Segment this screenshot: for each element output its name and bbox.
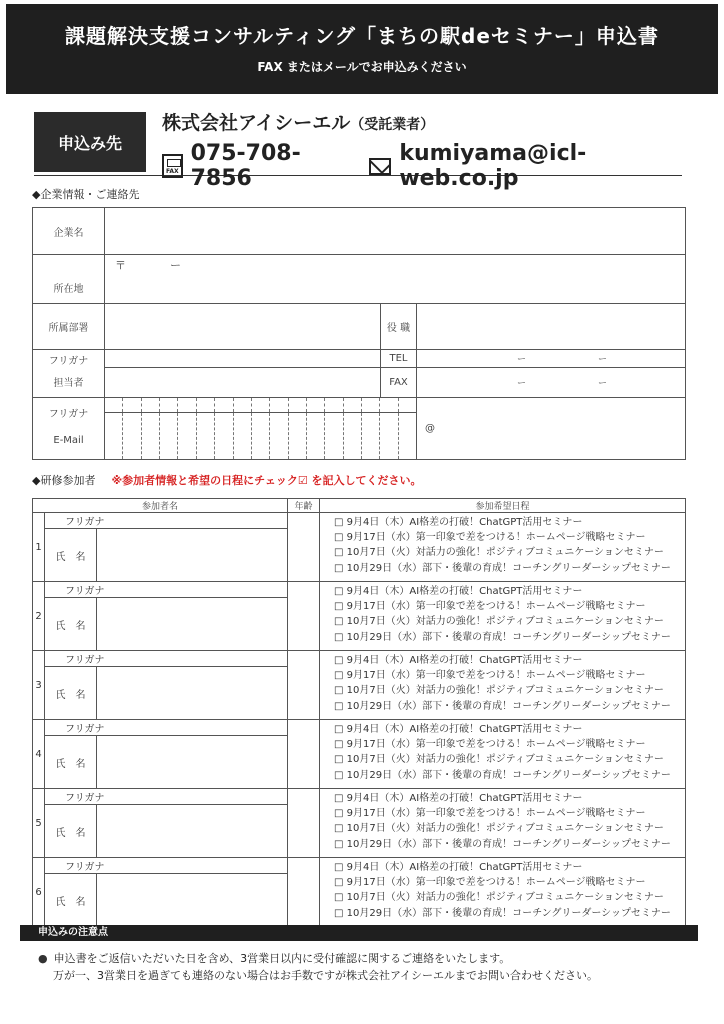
seminar-checkbox-option[interactable]: □ 9月17日（水）第一印象で差をつける！ホームページ戦略セミナー (334, 670, 646, 682)
department-field[interactable] (105, 304, 381, 349)
contact-person-label: フリガナ 担当者 (33, 349, 105, 397)
contact-row (162, 141, 682, 191)
participant-row (33, 513, 686, 529)
participant-age-field[interactable] (288, 720, 320, 789)
email-furigana-field[interactable] (105, 397, 417, 412)
mail-icon (369, 158, 391, 175)
participant-row (33, 858, 686, 874)
participant-seminar-options (320, 582, 686, 651)
seminar-checkbox-option[interactable]: □ 9月17日（水）第一印象で差をつける！ホームページ戦略セミナー (334, 808, 646, 820)
participant-name-label: 氏 名 (45, 874, 97, 927)
email-label: フリガナ E-Mail (33, 397, 105, 459)
notes-line-1: ● 申込書をご返信いただいた日を含め、3営業日以内に受付確認に関するご連絡をいたします。 (38, 952, 511, 965)
participant-row (33, 720, 686, 736)
seminar-checkbox-option[interactable]: □ 9月17日（水）第一印象で差をつける！ホームページ戦略セミナー (334, 532, 646, 544)
participant-furigana-field[interactable]: フリガナ (45, 720, 288, 736)
email-domain-field[interactable] (417, 397, 686, 459)
apply-to-label: 申込み先 (34, 112, 146, 172)
participant-age-field[interactable] (288, 513, 320, 582)
participant-number: 3 (33, 651, 45, 720)
company-name: 株式会社アイシーエル（受託業者） (162, 112, 435, 134)
seminar-checkbox-option[interactable]: □ 9月17日（水）第一印象で差をつける！ホームページ戦略セミナー (334, 739, 646, 751)
seminar-checkbox-option[interactable]: □ 9月4日（木）AI格差の打破！ChatGPT活用セミナー (334, 517, 583, 528)
seminar-checkbox-option[interactable]: □ 9月4日（木）AI格差の打破！ChatGPT活用セミナー (334, 793, 583, 804)
page-subtitle: FAX またはメールでお申込みください (257, 60, 467, 74)
address-label: 所在地 (33, 255, 105, 304)
seminar-checkbox-option[interactable]: □ 10月29日（水）部下・後輩の育成！コーチングリーダーシップセミナー (334, 907, 671, 919)
apply-to-section (34, 108, 682, 191)
seminar-checkbox-option[interactable]: □ 10月7日（火）対話力の強化！ポジティブコミュニケーションセミナー (334, 823, 664, 835)
company-note: （受託業者） (350, 117, 435, 133)
participant-age-field[interactable] (288, 789, 320, 858)
participant-row (33, 651, 686, 667)
seminar-checkbox-option[interactable]: □ 10月29日（水）部下・後輩の育成！コーチングリーダーシップセミナー (334, 562, 671, 574)
position-field[interactable] (417, 304, 686, 349)
participant-age-field[interactable] (288, 582, 320, 651)
tel-field[interactable]: ー ー (417, 349, 686, 367)
seminar-checkbox-option[interactable]: □ 9月17日（水）第一印象で差をつける！ホームページ戦略セミナー (334, 877, 646, 889)
participant-furigana-field[interactable]: フリガナ (45, 513, 288, 529)
participant-age-field[interactable] (288, 651, 320, 720)
participants-note: ※参加者情報と希望の日程にチェック☑ を記入してください。 (111, 474, 422, 487)
seminar-checkbox-option[interactable]: □ 9月17日（水）第一印象で差をつける！ホームページ戦略セミナー (334, 601, 646, 613)
participant-name-field[interactable] (97, 667, 288, 720)
participant-row (33, 582, 686, 598)
participant-seminar-options (320, 720, 686, 789)
company-info-table (32, 207, 686, 460)
seminar-checkbox-option[interactable]: □ 9月4日（木）AI格差の打破！ChatGPT活用セミナー (334, 655, 583, 666)
participant-number: 1 (33, 513, 45, 582)
participant-row (33, 789, 686, 805)
seminar-checkbox-option[interactable]: □ 10月7日（火）対話力の強化！ポジティブコミュニケーションセミナー (334, 892, 664, 904)
seminar-checkbox-option[interactable]: □ 10月7日（火）対話力の強化！ポジティブコミュニケーションセミナー (334, 547, 664, 559)
fax-label: FAX (381, 367, 417, 397)
page-header (6, 4, 718, 94)
participant-name-label: 氏 名 (45, 667, 97, 720)
participant-furigana-field[interactable]: フリガナ (45, 789, 288, 805)
participant-name-label: 氏 名 (45, 805, 97, 858)
address-field[interactable]: 〒 ー (105, 255, 686, 304)
participant-name-field[interactable] (97, 874, 288, 927)
participant-number: 6 (33, 858, 45, 927)
col-participant-name: 参加者名 (33, 499, 288, 513)
email-field[interactable] (105, 412, 417, 459)
seminar-checkbox-option[interactable]: □ 10月7日（火）対話力の強化！ポジティブコミュニケーションセミナー (334, 616, 664, 628)
participant-number: 2 (33, 582, 45, 651)
seminar-checkbox-option[interactable]: □ 9月4日（木）AI格差の打破！ChatGPT活用セミナー (334, 862, 583, 873)
company-section-heading: ◆企業情報・ご連絡先 (32, 188, 140, 201)
participant-name-field[interactable] (97, 598, 288, 651)
position-label: 役 職 (381, 304, 417, 349)
notes-heading: 申込みの注意点 (20, 925, 698, 941)
seminar-checkbox-option[interactable]: □ 10月29日（水）部下・後輩の育成！コーチングリーダーシップセミナー (334, 769, 671, 781)
at-sign: @ (425, 422, 435, 434)
contact-furigana-field[interactable] (105, 349, 381, 367)
participant-seminar-options (320, 513, 686, 582)
participants-heading: ◆研修参加者 (32, 474, 96, 487)
postal-mark: 〒 (115, 259, 126, 273)
participants-heading-row (32, 472, 422, 488)
tel-label: TEL (381, 349, 417, 367)
fax-icon: FAX (162, 154, 183, 178)
participant-name-label: 氏 名 (45, 736, 97, 789)
fax-field[interactable]: ー ー (417, 367, 686, 397)
participant-furigana-field[interactable]: フリガナ (45, 651, 288, 667)
contact-person-field[interactable] (105, 367, 381, 397)
notes-body (38, 950, 598, 984)
seminar-checkbox-option[interactable]: □ 10月7日（火）対話力の強化！ポジティブコミュニケーションセミナー (334, 685, 664, 697)
seminar-checkbox-option[interactable]: □ 10月29日（水）部下・後輩の育成！コーチングリーダーシップセミナー (334, 631, 671, 643)
participant-seminar-options (320, 789, 686, 858)
seminar-checkbox-option[interactable]: □ 10月7日（火）対話力の強化！ポジティブコミュニケーションセミナー (334, 754, 664, 766)
participant-name-field[interactable] (97, 805, 288, 858)
participant-number: 4 (33, 720, 45, 789)
participant-furigana-field[interactable]: フリガナ (45, 858, 288, 874)
company-name-field[interactable] (105, 208, 686, 255)
participant-seminar-options (320, 651, 686, 720)
seminar-checkbox-option[interactable]: □ 9月4日（木）AI格差の打破！ChatGPT活用セミナー (334, 586, 583, 597)
participant-name-field[interactable] (97, 736, 288, 789)
participant-furigana-field[interactable]: フリガナ (45, 582, 288, 598)
department-label: 所属部署 (33, 304, 105, 349)
company-name-label: 企業名 (33, 208, 105, 255)
notes-line-2: 万が一、3営業日を過ぎても連絡のない場合はお手数ですが株式会社アイシーエルまでお問い合わせください。 (53, 969, 599, 982)
col-age: 年齢 (288, 499, 320, 513)
page-title: 課題解決支援コンサルティング「まちの駅deセミナー」申込書 (65, 24, 659, 48)
participant-name-field[interactable] (97, 529, 288, 582)
participant-name-label: 氏 名 (45, 529, 97, 582)
seminar-checkbox-option[interactable]: □ 9月4日（木）AI格差の打破！ChatGPT活用セミナー (334, 724, 583, 735)
fax-number: 075-708-7856 (190, 141, 301, 191)
participant-seminar-options (320, 858, 686, 927)
participants-table (32, 498, 686, 927)
seminar-checkbox-option[interactable]: □ 10月29日（水）部下・後輩の育成！コーチングリーダーシップセミナー (334, 838, 671, 850)
email-address[interactable]: kumiyama@icl-web.co.jp (399, 141, 587, 191)
participant-age-field[interactable] (288, 858, 320, 927)
participant-number: 5 (33, 789, 45, 858)
seminar-checkbox-option[interactable]: □ 10月29日（水）部下・後輩の育成！コーチングリーダーシップセミナー (334, 700, 671, 712)
participant-name-label: 氏 名 (45, 598, 97, 651)
col-date: 参加希望日程 (320, 499, 686, 513)
